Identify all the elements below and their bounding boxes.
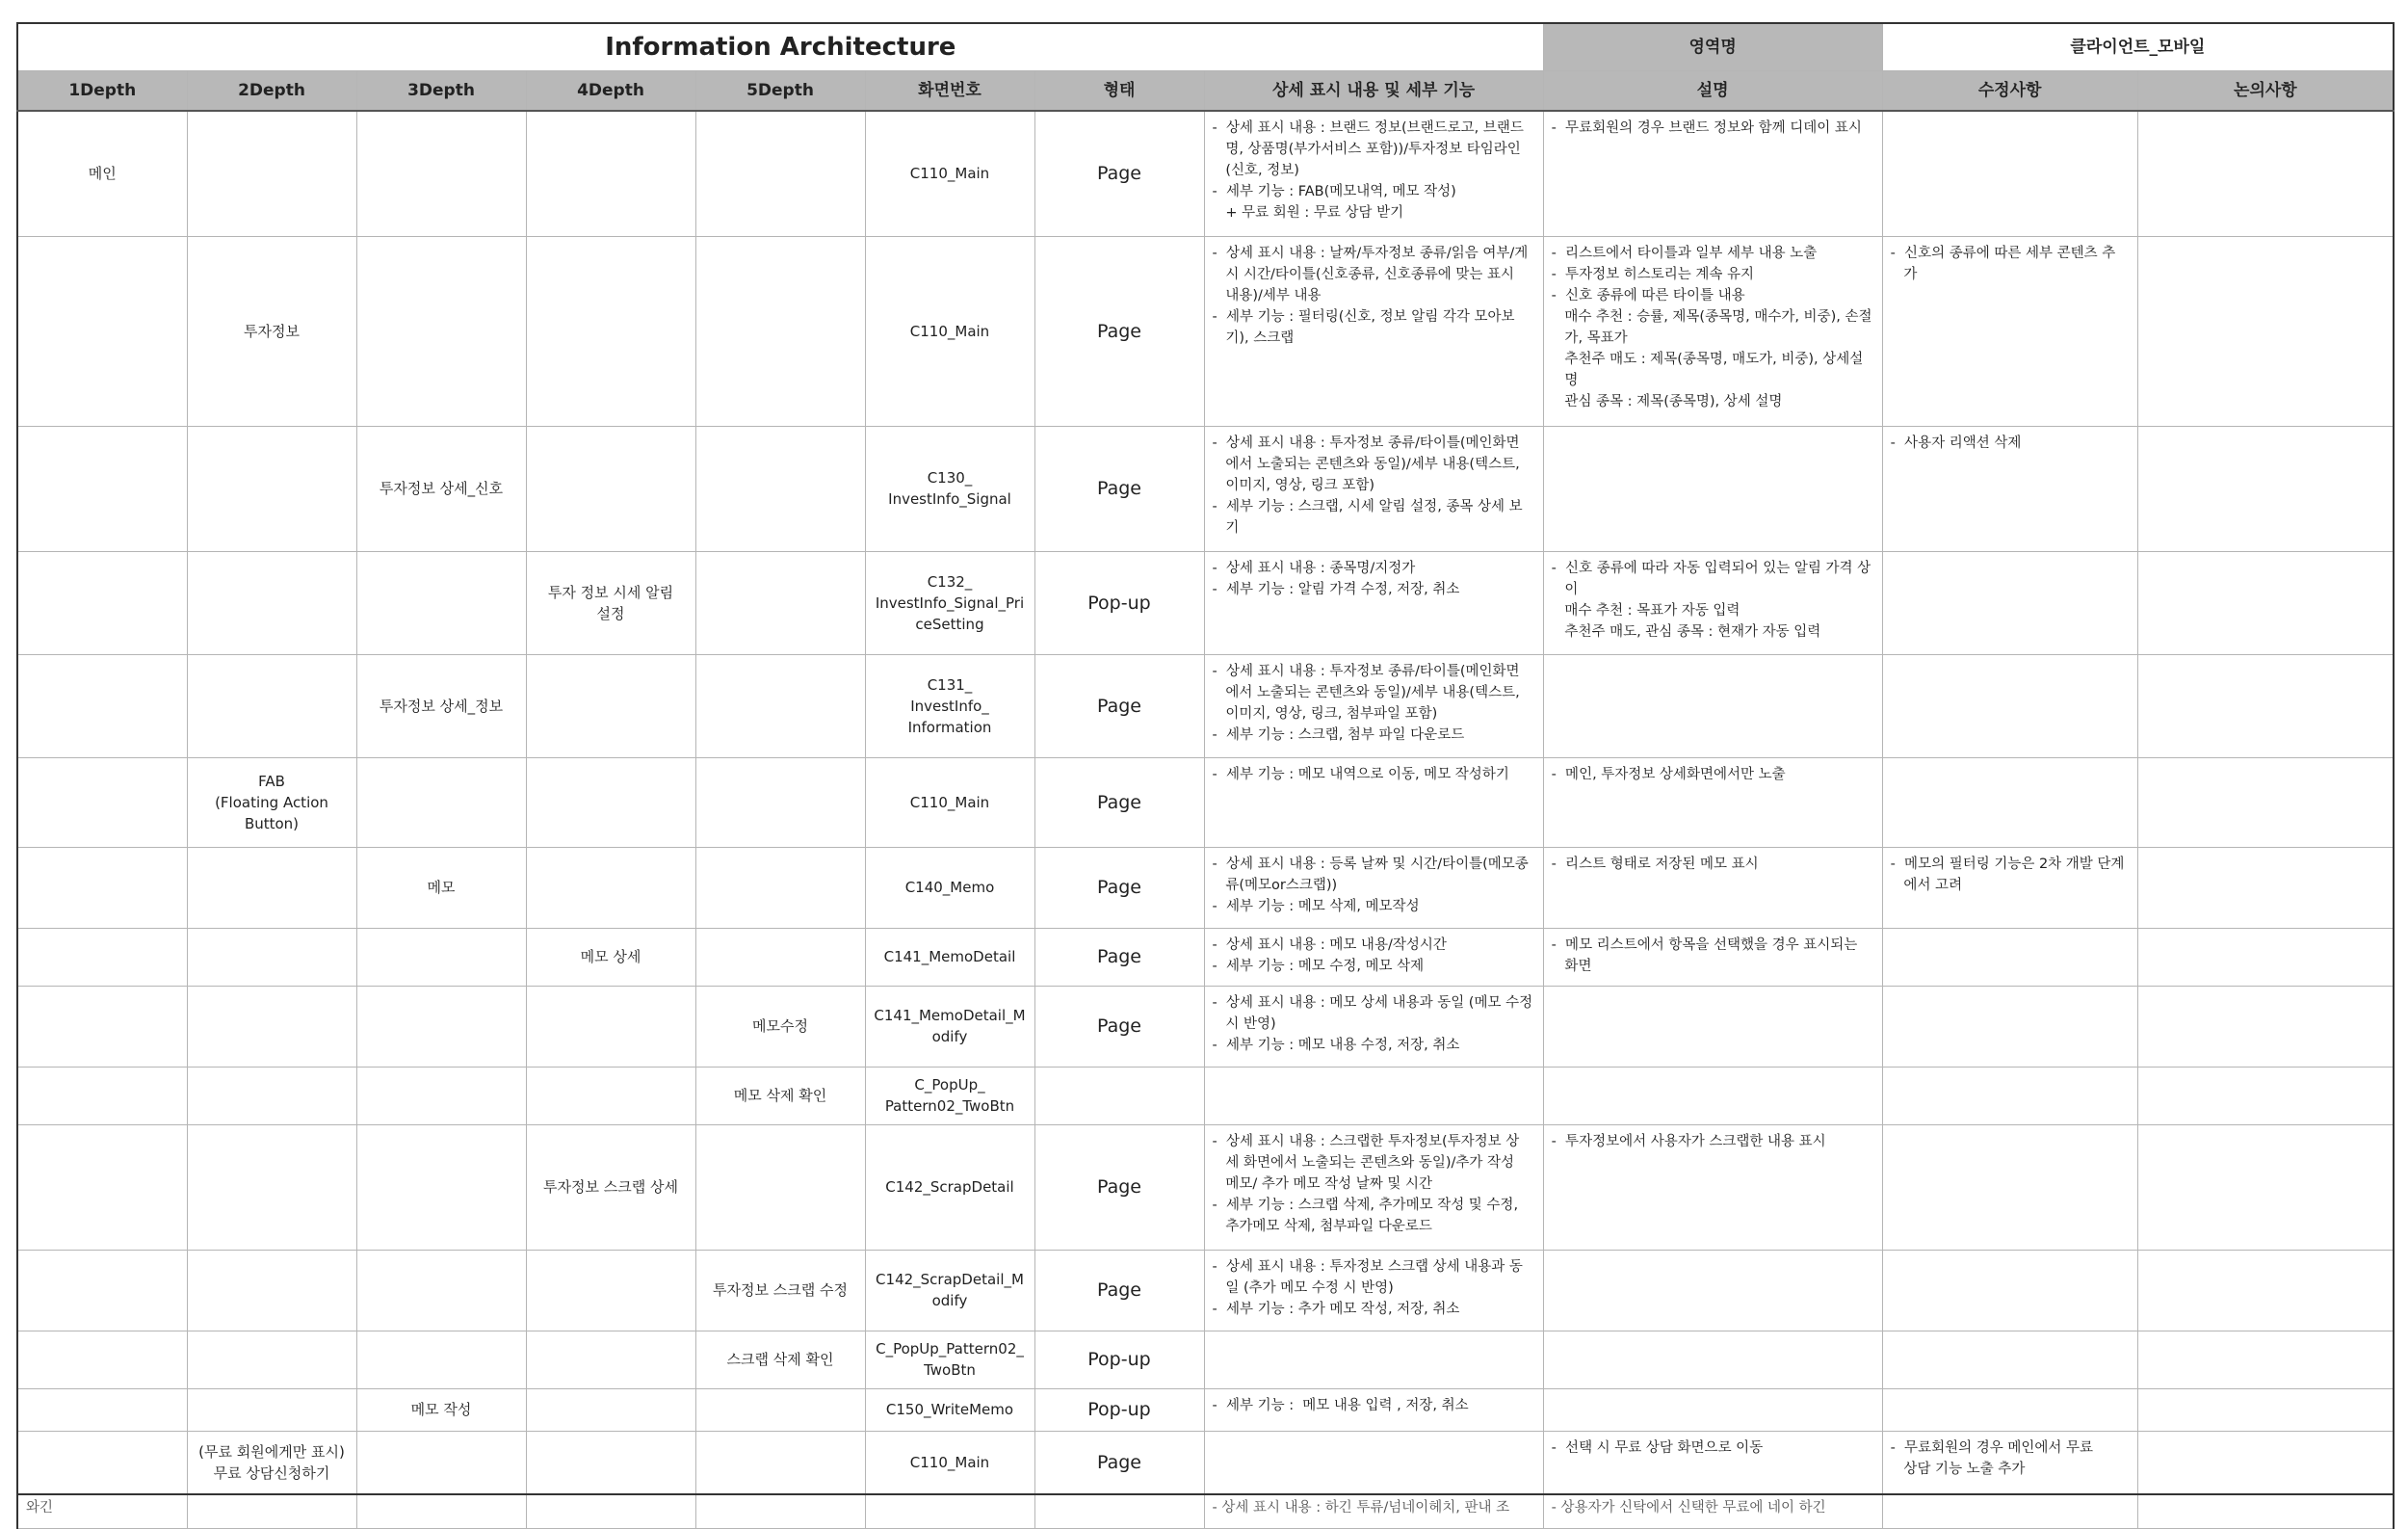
modification-cell — [1882, 426, 2137, 551]
description-cell — [1543, 236, 1882, 426]
table-row — [17, 1124, 2394, 1250]
depth3-cell: 투자정보 상세_정보 — [356, 654, 526, 757]
description-cell — [1543, 1388, 1882, 1431]
cutoff-cell — [695, 1494, 865, 1529]
detail-line: 에서 노출되는 콘텐츠와 동일)/세부 내용(텍스트, — [1212, 456, 1520, 472]
depth3-cell — [356, 1067, 526, 1124]
description-cell — [1543, 654, 1882, 757]
depth1-cell — [17, 654, 187, 757]
modification-cell — [1882, 654, 2137, 757]
description-line: - 신호 종류에 따라 자동 입력되어 있는 알림 가격 상 — [1551, 560, 1871, 576]
depth5-cell: 투자정보 스크랩 수정 — [695, 1250, 865, 1331]
detail-line: - 상세 표시 내용 : 등록 날짜 및 시간/타이틀(메모종 — [1212, 856, 1529, 872]
description-cell — [1543, 986, 1882, 1067]
detail-cell — [1204, 551, 1543, 654]
depth1-cell — [17, 426, 187, 551]
detail-line: 이미지, 영상, 링크 포함) — [1212, 477, 1375, 493]
depth1-cell — [17, 1067, 187, 1124]
screen-type-cell: Pop-up — [1034, 1388, 1204, 1431]
depth1-cell — [17, 1250, 187, 1331]
detail-line: - 상세 표시 내용 : 날짜/투자정보 종류/읽음 여부/게 — [1212, 245, 1529, 261]
screen-code-cell: C142_ScrapDetail — [865, 1124, 1034, 1250]
description-line: 매수 추천 : 목표가 자동 입력 — [1551, 602, 1741, 619]
depth5-cell: 스크랩 삭제 확인 — [695, 1331, 865, 1388]
detail-line: - 세부 기능 : FAB(메모내역, 메모 작성) — [1212, 184, 1456, 199]
col-header-2depth: 2Depth — [187, 71, 356, 112]
modification-line: 가 — [1890, 266, 1918, 282]
screen-type-cell: Page — [1034, 1250, 1204, 1331]
description-cell — [1543, 1124, 1882, 1250]
detail-cell — [1204, 757, 1543, 847]
screen-code-cell: C132_ InvestInfo_Signal_Pri ceSetting — [865, 551, 1034, 654]
screen-code-cell: C130_ InvestInfo_Signal — [865, 426, 1034, 551]
screen-type-cell: Pop-up — [1034, 551, 1204, 654]
depth3-cell — [356, 236, 526, 426]
depth5-cell: 메모수정 — [695, 986, 865, 1067]
depth4-cell — [526, 847, 695, 928]
detail-cell — [1204, 236, 1543, 426]
cutoff-cell — [1034, 1494, 1204, 1529]
table-row — [17, 551, 2394, 654]
col-header-discussion: 논의사항 — [2137, 71, 2394, 112]
depth4-cell: 투자 정보 시세 알림 설정 — [526, 551, 695, 654]
depth1-cell — [17, 928, 187, 986]
detail-line: - 상세 표시 내용 : 메모 내용/작성시간 — [1212, 936, 1447, 953]
discussion-cell — [2137, 654, 2394, 757]
detail-line: 에서 노출되는 콘텐츠와 동일)/세부 내용(텍스트, — [1212, 684, 1520, 700]
modification-cell — [1882, 236, 2137, 426]
detail-line: - 상세 표시 내용 : 스크랩한 투자정보(투자정보 상 — [1212, 1133, 1520, 1149]
depth2-cell — [187, 654, 356, 757]
modification-cell — [1882, 1431, 2137, 1494]
table-row — [17, 1067, 2394, 1124]
depth3-cell — [356, 1250, 526, 1331]
depth5-cell — [695, 928, 865, 986]
description-line: - 메인, 투자정보 상세화면에서만 노출 — [1551, 766, 1786, 782]
table-row — [17, 1331, 2394, 1388]
depth5-cell — [695, 1388, 865, 1431]
detail-cell — [1204, 847, 1543, 928]
detail-line: - 세부 기능 : 스크랩, 시세 알림 설정, 종목 상세 보 — [1212, 498, 1523, 514]
table-row — [17, 1388, 2394, 1431]
column-header-row — [17, 71, 2394, 112]
screen-code-cell: C_PopUp_Pattern02_ TwoBtn — [865, 1331, 1034, 1388]
description-line: - 리스트에서 타이틀과 일부 세부 내용 노출 — [1551, 245, 1818, 261]
detail-line: 기), 스크랩 — [1212, 330, 1295, 346]
col-header-description: 설명 — [1543, 71, 1882, 112]
detail-line: + 무료 회원 : 무료 상담 받기 — [1212, 205, 1404, 221]
modification-line: - 사용자 리액션 삭제 — [1890, 435, 2022, 451]
col-header-screen-no: 화면번호 — [865, 71, 1034, 112]
screen-type-cell: Page — [1034, 986, 1204, 1067]
detail-cell — [1204, 1124, 1543, 1250]
table-row — [17, 236, 2394, 426]
description-cell — [1543, 551, 1882, 654]
table-row — [17, 111, 2394, 236]
description-line: 추천주 매도 : 제목(종목명, 매도가, 비중), 상세설 — [1551, 351, 1864, 367]
discussion-cell — [2137, 986, 2394, 1067]
description-cell — [1543, 847, 1882, 928]
screen-type-cell: Page — [1034, 654, 1204, 757]
screen-code-cell: C140_Memo — [865, 847, 1034, 928]
depth2-cell — [187, 1388, 356, 1431]
depth4-cell — [526, 1431, 695, 1494]
depth2-cell — [187, 928, 356, 986]
depth5-cell — [695, 111, 865, 236]
screen-code-cell: C150_WriteMemo — [865, 1388, 1034, 1431]
detail-line: - 상세 표시 내용 : 투자정보 종류/타이틀(메인화면 — [1212, 435, 1520, 451]
detail-cell — [1204, 111, 1543, 236]
detail-line: 시 시간/타이틀(신호종류, 신호종류에 맞는 표시 — [1212, 266, 1515, 282]
depth4-cell — [526, 654, 695, 757]
detail-line: - 세부 기능 : 필터링(신호, 정보 알림 각각 모아보 — [1212, 308, 1515, 325]
description-line: 추천주 매도, 관심 종목 : 현재가 자동 입력 — [1551, 623, 1821, 640]
depth5-cell: 메모 삭제 확인 — [695, 1067, 865, 1124]
detail-line: - 상세 표시 내용 : 메모 상세 내용과 동일 (메모 수정 — [1212, 994, 1533, 1011]
depth2-cell: FAB (Floating Action Button) — [187, 757, 356, 847]
discussion-cell — [2137, 1431, 2394, 1494]
description-line: - 무료회원의 경우 브랜드 정보와 함께 디데이 표시 — [1551, 120, 1862, 136]
col-header-4depth: 4Depth — [526, 71, 695, 112]
table-row — [17, 928, 2394, 986]
cutoff-cell: - 상용자가 신탁에서 신택한 무료에 네이 하긴 — [1543, 1494, 1882, 1529]
depth1-cell — [17, 757, 187, 847]
discussion-cell — [2137, 551, 2394, 654]
screen-code-cell: C141_MemoDetail_M odify — [865, 986, 1034, 1067]
table-row-cutoff — [17, 1494, 2394, 1529]
depth4-cell — [526, 757, 695, 847]
modification-line: - 메모의 필터링 기능은 2차 개발 단계 — [1890, 856, 2125, 872]
cutoff-cell — [865, 1494, 1034, 1529]
detail-cell — [1204, 1331, 1543, 1388]
description-cell — [1543, 1431, 1882, 1494]
detail-line: 류(메모or스크랩)) — [1212, 877, 1338, 893]
depth4-cell — [526, 1331, 695, 1388]
detail-cell — [1204, 1431, 1543, 1494]
depth1-cell — [17, 551, 187, 654]
modification-cell — [1882, 111, 2137, 236]
depth2-cell: (무료 회원에게만 표시) 무료 상담신청하기 — [187, 1431, 356, 1494]
cutoff-cell — [1882, 1494, 2137, 1529]
description-line: 화면 — [1551, 958, 1592, 974]
detail-line: - 세부 기능 : 스크랩 삭제, 추가메모 작성 및 수정, — [1212, 1197, 1519, 1213]
depth5-cell — [695, 426, 865, 551]
cutoff-cell — [526, 1494, 695, 1529]
screen-code-cell: C110_Main — [865, 757, 1034, 847]
screen-code-cell: C_PopUp_ Pattern02_TwoBtn — [865, 1067, 1034, 1124]
discussion-cell — [2137, 236, 2394, 426]
depth2-cell — [187, 111, 356, 236]
modification-cell — [1882, 1067, 2137, 1124]
table-row — [17, 986, 2394, 1067]
screen-type-cell: Page — [1034, 111, 1204, 236]
depth5-cell — [695, 847, 865, 928]
detail-line: 일 (추가 메모 수정 시 반영) — [1212, 1279, 1394, 1296]
discussion-cell — [2137, 1388, 2394, 1431]
screen-type-cell — [1034, 1067, 1204, 1124]
detail-cell — [1204, 986, 1543, 1067]
depth1-cell — [17, 1331, 187, 1388]
modification-cell — [1882, 1388, 2137, 1431]
discussion-cell — [2137, 426, 2394, 551]
depth3-cell — [356, 928, 526, 986]
detail-line: (신호, 정보) — [1212, 163, 1299, 178]
depth1-cell: 메인 — [17, 111, 187, 236]
depth4-cell — [526, 111, 695, 236]
modification-cell — [1882, 1124, 2137, 1250]
modification-line: - 무료회원의 경우 메인에서 무료 — [1890, 1439, 2093, 1456]
screen-type-cell: Page — [1034, 847, 1204, 928]
area-label: 영역명 — [1543, 23, 1882, 71]
screen-code-cell: C131_ InvestInfo_ Information — [865, 654, 1034, 757]
description-line: 이 — [1551, 581, 1579, 597]
col-header-detail: 상세 표시 내용 및 세부 기능 — [1204, 71, 1543, 112]
description-cell — [1543, 111, 1882, 236]
discussion-cell — [2137, 1331, 2394, 1388]
depth4-cell: 투자정보 스크랩 상세 — [526, 1124, 695, 1250]
description-line: - 메모 리스트에서 항목을 선택했을 경우 표시되는 — [1551, 936, 1858, 953]
description-line: 매수 추천 : 승률, 제목(종목명, 매수가, 비중), 손절 — [1551, 308, 1872, 325]
detail-line: 추가메모 삭제, 첨부파일 다운로드 — [1212, 1218, 1432, 1234]
cutoff-cell: - 상세 표시 내용 : 하긴 투류/넘네이헤치, 판내 조 — [1204, 1494, 1543, 1529]
table-row — [17, 847, 2394, 928]
description-cell — [1543, 757, 1882, 847]
depth4-cell — [526, 1388, 695, 1431]
cutoff-cell: 와긴 — [17, 1494, 187, 1529]
title-row — [17, 23, 2394, 71]
depth5-cell — [695, 551, 865, 654]
description-line: - 투자정보에서 사용자가 스크랩한 내용 표시 — [1551, 1133, 1826, 1149]
modification-line: 에서 고려 — [1890, 877, 1963, 893]
area-value: 클라이언트_모바일 — [1882, 23, 2394, 71]
discussion-cell — [2137, 757, 2394, 847]
detail-line: - 상세 표시 내용 : 투자정보 스크랩 상세 내용과 동 — [1212, 1258, 1523, 1275]
detail-line: - 세부 기능 : 메모 수정, 메모 삭제 — [1212, 958, 1425, 974]
depth4-cell — [526, 426, 695, 551]
depth3-cell — [356, 111, 526, 236]
detail-line: - 세부 기능 : 메모 내역으로 이동, 메모 작성하기 — [1212, 766, 1509, 782]
depth5-cell — [695, 1431, 865, 1494]
depth4-cell — [526, 986, 695, 1067]
detail-line: - 세부 기능 : 메모 내용 수정, 저장, 취소 — [1212, 1037, 1460, 1053]
detail-line: 명, 상품명(부가서비스 포함))/투자정보 타임라인 — [1212, 142, 1521, 157]
discussion-cell — [2137, 1067, 2394, 1124]
depth2-cell — [187, 1331, 356, 1388]
screen-type-cell: Page — [1034, 928, 1204, 986]
detail-line: - 상세 표시 내용 : 종목명/지정가 — [1212, 560, 1416, 576]
description-line: - 투자정보 히스토리는 계속 유지 — [1551, 266, 1754, 282]
table-row — [17, 1250, 2394, 1331]
detail-line: - 세부 기능 : 메모 내용 입력 , 저장, 취소 — [1212, 1397, 1469, 1413]
depth1-cell — [17, 847, 187, 928]
discussion-cell — [2137, 111, 2394, 236]
col-header-3depth: 3Depth — [356, 71, 526, 112]
modification-cell — [1882, 986, 2137, 1067]
depth3-cell — [356, 757, 526, 847]
depth5-cell — [695, 654, 865, 757]
detail-line: - 상세 표시 내용 : 투자정보 종류/타이틀(메인화면 — [1212, 663, 1520, 679]
description-line: - 신호 종류에 따른 타이틀 내용 — [1551, 287, 1745, 303]
depth3-cell: 메모 작성 — [356, 1388, 526, 1431]
depth1-cell — [17, 1388, 187, 1431]
detail-cell — [1204, 1067, 1543, 1124]
depth2-cell — [187, 986, 356, 1067]
depth3-cell: 투자정보 상세_신호 — [356, 426, 526, 551]
detail-line: 세 화면에서 노출되는 콘텐츠와 동일)/추가 작성 — [1212, 1154, 1515, 1171]
detail-cell — [1204, 1388, 1543, 1431]
description-line: 관심 종목 : 제목(종목명), 상세 설명 — [1551, 393, 1783, 409]
discussion-cell — [2137, 847, 2394, 928]
table-row — [17, 654, 2394, 757]
description-line: - 리스트 형태로 저장된 메모 표시 — [1551, 856, 1759, 872]
table-row — [17, 426, 2394, 551]
detail-cell — [1204, 928, 1543, 986]
screen-code-cell: C141_MemoDetail — [865, 928, 1034, 986]
depth4-cell — [526, 236, 695, 426]
detail-line: 메모/ 추가 메모 작성 날짜 및 시간 — [1212, 1175, 1432, 1192]
col-header-type: 형태 — [1034, 71, 1204, 112]
depth1-cell — [17, 1124, 187, 1250]
modification-line: 상담 기능 노출 추가 — [1890, 1461, 2026, 1477]
depth1-cell — [17, 986, 187, 1067]
detail-line: - 세부 기능 : 추가 메모 작성, 저장, 취소 — [1212, 1301, 1460, 1317]
table-row — [17, 1431, 2394, 1494]
ia-table — [16, 22, 2395, 1529]
depth2-cell — [187, 551, 356, 654]
detail-cell — [1204, 426, 1543, 551]
description-line: - 선택 시 무료 상담 화면으로 이동 — [1551, 1439, 1764, 1456]
depth4-cell: 메모 상세 — [526, 928, 695, 986]
screen-type-cell: Page — [1034, 426, 1204, 551]
depth5-cell — [695, 236, 865, 426]
depth2-cell — [187, 1124, 356, 1250]
discussion-cell — [2137, 1124, 2394, 1250]
col-header-5depth: 5Depth — [695, 71, 865, 112]
depth5-cell — [695, 1124, 865, 1250]
depth3-cell — [356, 551, 526, 654]
detail-line: - 상세 표시 내용 : 브랜드 정보(브랜드로고, 브랜드 — [1212, 120, 1524, 136]
col-header-modifications: 수정사항 — [1882, 71, 2137, 112]
depth1-cell — [17, 1431, 187, 1494]
depth2-cell — [187, 1250, 356, 1331]
depth5-cell — [695, 757, 865, 847]
discussion-cell — [2137, 928, 2394, 986]
detail-line: - 세부 기능 : 스크랩, 첨부 파일 다운로드 — [1212, 726, 1465, 743]
description-line: 가, 목표가 — [1551, 330, 1628, 346]
page-title: Information Architecture — [17, 23, 1543, 71]
screen-code-cell: C142_ScrapDetail_M odify — [865, 1250, 1034, 1331]
depth4-cell — [526, 1250, 695, 1331]
depth2-cell: 투자정보 — [187, 236, 356, 426]
depth1-cell — [17, 236, 187, 426]
detail-line: 이미지, 영상, 링크, 첨부파일 포함) — [1212, 705, 1438, 722]
screen-type-cell: Page — [1034, 757, 1204, 847]
modification-line: - 신호의 종류에 따른 세부 콘텐츠 추 — [1890, 245, 2116, 261]
description-cell — [1543, 1331, 1882, 1388]
detail-line: 기 — [1212, 519, 1240, 536]
screen-code-cell: C110_Main — [865, 236, 1034, 426]
depth2-cell — [187, 847, 356, 928]
cutoff-cell — [187, 1494, 356, 1529]
modification-cell — [1882, 1250, 2137, 1331]
cutoff-cell — [2137, 1494, 2394, 1529]
screen-type-cell: Pop-up — [1034, 1331, 1204, 1388]
depth3-cell — [356, 1431, 526, 1494]
detail-cell — [1204, 654, 1543, 757]
screen-type-cell: Page — [1034, 236, 1204, 426]
depth3-cell — [356, 1124, 526, 1250]
modification-cell — [1882, 928, 2137, 986]
screen-type-cell: Page — [1034, 1124, 1204, 1250]
screen-code-cell: C110_Main — [865, 1431, 1034, 1494]
depth3-cell — [356, 986, 526, 1067]
description-cell — [1543, 426, 1882, 551]
detail-line: 시 반영) — [1212, 1015, 1276, 1032]
detail-line: 내용)/세부 내용 — [1212, 287, 1322, 303]
depth3-cell — [356, 1331, 526, 1388]
description-cell — [1543, 928, 1882, 986]
depth2-cell — [187, 426, 356, 551]
modification-cell — [1882, 847, 2137, 928]
description-line: 명 — [1551, 372, 1579, 388]
depth4-cell — [526, 1067, 695, 1124]
screen-type-cell: Page — [1034, 1431, 1204, 1494]
discussion-cell — [2137, 1250, 2394, 1331]
table-row — [17, 757, 2394, 847]
modification-cell — [1882, 757, 2137, 847]
depth2-cell — [187, 1067, 356, 1124]
modification-cell — [1882, 1331, 2137, 1388]
description-cell — [1543, 1067, 1882, 1124]
detail-cell — [1204, 1250, 1543, 1331]
depth3-cell: 메모 — [356, 847, 526, 928]
description-cell — [1543, 1250, 1882, 1331]
col-header-1depth: 1Depth — [17, 71, 187, 112]
detail-line: - 세부 기능 : 알림 가격 수정, 저장, 취소 — [1212, 581, 1460, 597]
screen-code-cell: C110_Main — [865, 111, 1034, 236]
cutoff-cell — [356, 1494, 526, 1529]
detail-line: - 세부 기능 : 메모 삭제, 메모작성 — [1212, 898, 1420, 914]
modification-cell — [1882, 551, 2137, 654]
